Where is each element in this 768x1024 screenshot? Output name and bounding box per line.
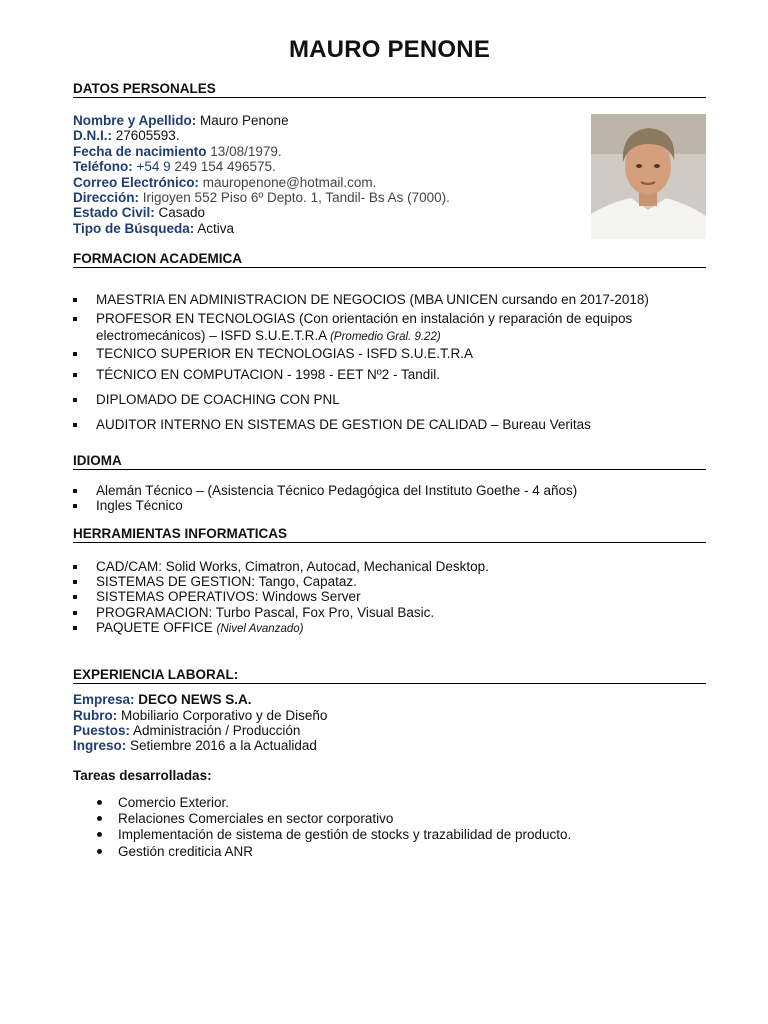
square-bullet-icon [73, 504, 77, 508]
square-bullet-icon [73, 352, 77, 356]
position-value: Administración / Producción [130, 723, 301, 738]
experience-position [73, 723, 300, 738]
address-value: Irigoyen 552 Piso 6º Depto. 1, Tandil- Bs As (7000). [139, 190, 450, 205]
address-label: Dirección: [73, 190, 140, 205]
square-bullet-icon [73, 373, 77, 377]
square-bullet-icon [73, 298, 77, 302]
birth-value: 13/08/1979. [206, 144, 282, 159]
company-label: Empresa: [73, 692, 135, 707]
email-label: Correo Electrónico: [73, 175, 200, 190]
personal-name [73, 113, 289, 128]
square-bullet-icon [73, 398, 77, 402]
start-label: Ingreso: [73, 738, 127, 753]
profile-photo [591, 114, 706, 239]
square-bullet-icon [73, 565, 77, 569]
phone-label: Teléfono: [73, 159, 133, 174]
dni-label: D.N.I.: [73, 128, 112, 143]
search-value: Activa [194, 221, 235, 236]
personal-dni [73, 128, 180, 143]
square-bullet-icon [73, 423, 77, 427]
name-label: Nombre y Apellido: [73, 113, 197, 128]
experience-company [73, 692, 252, 707]
tasks-title: Tareas desarrolladas: [73, 768, 212, 783]
start-value: Setiembre 2016 a la Actualidad [126, 738, 317, 753]
section-personal: DATOS PERSONALES [73, 81, 706, 98]
square-bullet-icon [73, 317, 77, 321]
section-tools: HERRAMIENTAS INFORMATICAS [73, 526, 706, 543]
company-value: DECO NEWS S.A. [134, 692, 252, 707]
round-bullet-icon [97, 816, 102, 821]
dni-value: 27605593. [112, 128, 180, 143]
candidate-name: MAURO PENONE [288, 36, 491, 63]
section-academic: FORMACION ACADEMICA [73, 251, 706, 268]
square-bullet-icon [73, 489, 77, 493]
section-language: IDIOMA [73, 453, 706, 470]
experience-start [73, 738, 317, 753]
profile-photo-image [591, 114, 706, 239]
birth-label: Fecha de nacimiento [73, 144, 207, 159]
personal-civil [73, 205, 205, 220]
sector-value: Mobiliario Corporativo y de Diseño [117, 708, 328, 723]
phone-prefix: +54 9 [132, 159, 171, 174]
phone-value: 249 154 496575. [170, 159, 276, 174]
name-value: Mauro Penone [196, 113, 289, 128]
personal-search [73, 221, 234, 236]
position-label: Puestos: [73, 723, 131, 738]
square-bullet-icon [73, 580, 77, 584]
personal-birth [73, 144, 282, 159]
section-experience: EXPERIENCIA LABORAL: [73, 667, 706, 684]
email-value: mauropenone@hotmail.com. [199, 175, 377, 190]
personal-email [73, 175, 376, 190]
round-bullet-icon [97, 849, 102, 854]
experience-sector [73, 708, 327, 723]
personal-phone [73, 159, 276, 174]
sector-label: Rubro: [73, 708, 118, 723]
civil-value: Casado [154, 205, 206, 220]
square-bullet-icon [73, 611, 77, 615]
round-bullet-icon [97, 832, 102, 837]
personal-address [73, 190, 450, 205]
square-bullet-icon [73, 595, 77, 599]
search-label: Tipo de Búsqueda: [73, 221, 195, 236]
round-bullet-icon [97, 800, 102, 805]
square-bullet-icon [73, 626, 77, 630]
civil-label: Estado Civil: [73, 205, 155, 220]
